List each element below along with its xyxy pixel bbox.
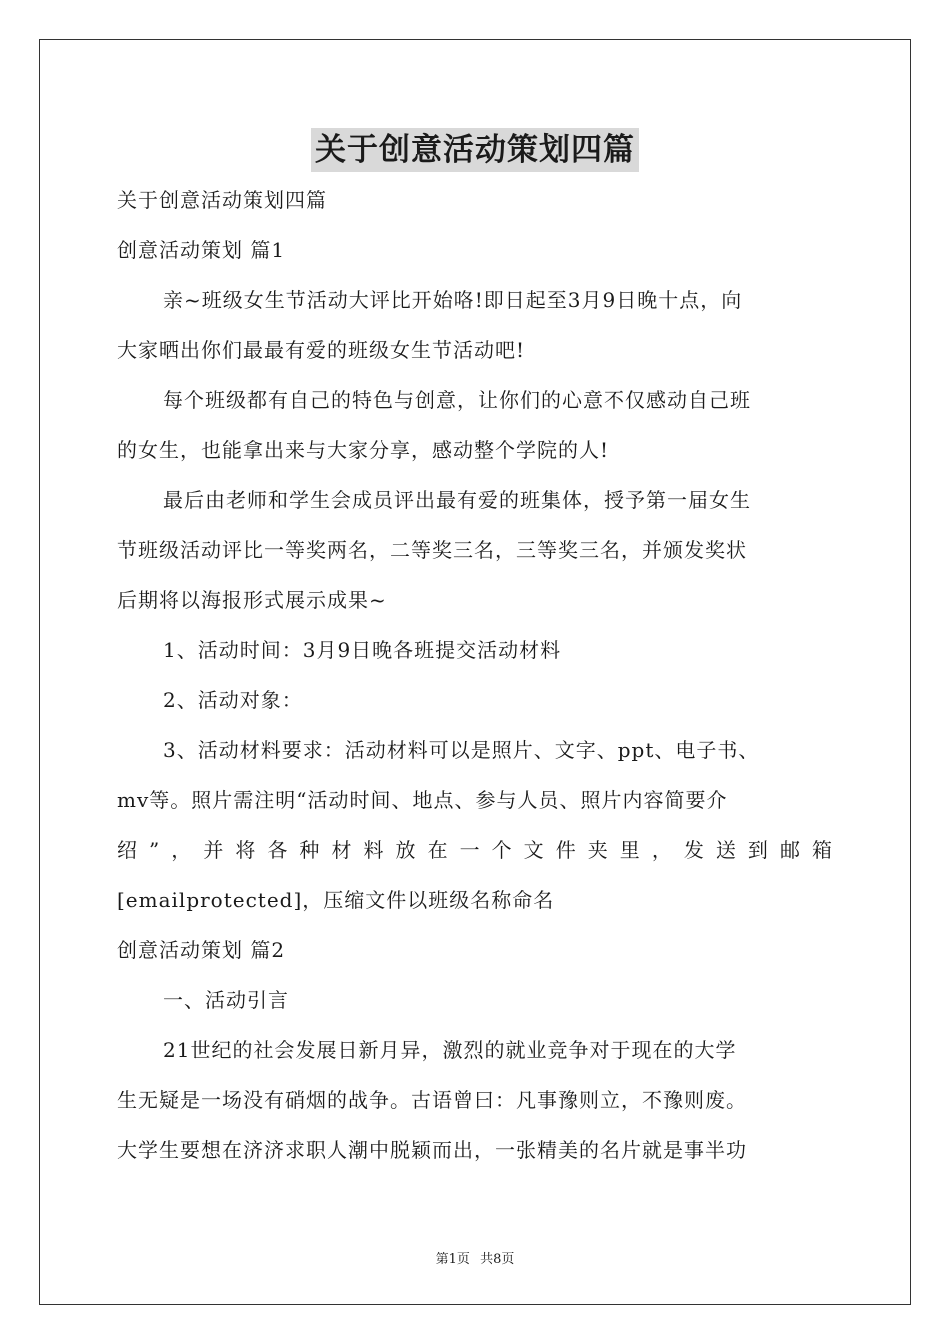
list-item: 3、活动材料要求：活动材料可以是照片、文字、ppt、电子书、 [163,738,760,762]
paragraph-line: 21世纪的社会发展日新月异，激烈的就业竞争对于现在的大学 [163,1038,737,1062]
paragraph-line: 生无疑是一场没有硝烟的战争。古语曾曰：凡事豫则立，不豫则废。 [117,1088,747,1112]
page-footer [0,1248,950,1267]
section-heading: 创意活动策划 篇2 [117,938,286,962]
paragraph-line: 节班级活动评比一等奖两名，二等奖三名，三等奖三名，并颁发奖状 [117,538,747,562]
paragraph-line: 大学生要想在济济求职人潮中脱颖而出，一张精美的名片就是事半功 [117,1138,747,1162]
paragraph-line: 一、活动引言 [163,988,289,1012]
paragraph-line: mv等。照片需注明“活动时间、地点、参与人员、照片内容简要介 [117,788,728,812]
paragraph-line: [emailprotected]，压缩文件以班级名称命名 [117,888,555,912]
paragraph-line: 最后由老师和学生会成员评出最有爱的班集体，授予第一届女生 [163,488,751,512]
document-title: 关于创意活动策划四篇 [311,128,639,172]
paragraph-line: 亲~班级女生节活动大评比开始咯!即日起至3月9日晚十点，向 [163,288,743,312]
page-number: 第1页 [435,1252,470,1267]
paragraph-line: 大家晒出你们最最有爱的班级女生节活动吧! [117,338,526,362]
paragraph-line: 绍”，并将各种材料放在一个文件夹里，发送到邮箱 [117,838,832,862]
section-heading: 创意活动策划 篇1 [117,238,286,262]
paragraph-line: 的女生，也能拿出来与大家分享，感动整个学院的人! [117,438,610,462]
title-wrap [0,128,950,172]
paragraph-line: 后期将以海报形式展示成果~ [117,588,387,612]
list-item: 1、活动时间：3月9日晚各班提交活动材料 [163,638,562,662]
page-total: 共8页 [480,1252,515,1267]
page-border [39,39,911,1305]
paragraph-line: 每个班级都有自己的特色与创意，让你们的心意不仅感动自己班 [163,388,751,412]
list-item: 2、活动对象： [163,688,303,712]
subtitle-line: 关于创意活动策划四篇 [117,188,327,212]
